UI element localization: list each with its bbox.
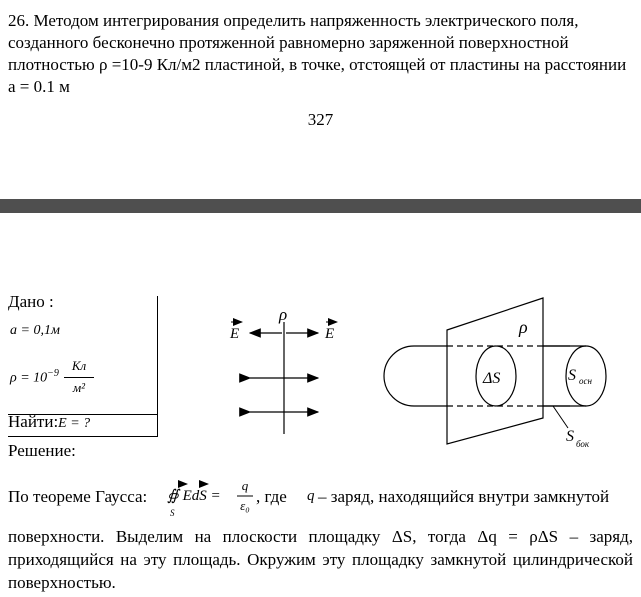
figure-dS-label: ΔS [483,370,501,387]
figure-S-main-sub: осн [579,376,592,386]
find-label: Найти: [8,412,59,431]
gauss-integral: ∯ EdS = [167,488,221,504]
figure-S-side-sub: бок [576,439,590,449]
given-rho-prefix: ρ = 10 [10,370,48,386]
given-rho-exp: −9 [47,368,59,379]
gauss-q: q [241,478,249,493]
field-E-right: E [325,326,335,342]
figure-S-side: S [566,428,574,445]
solution-label: Решение: [8,441,76,460]
cylinder-left-cap [384,346,414,406]
figure-S-main: S [568,367,576,384]
gauss-surface-sub: S [170,508,175,518]
given-rho-unit-num: Кл [71,358,87,373]
given-label: Дано : [8,292,54,311]
gauss-eps: ε₀ [240,498,250,513]
side-surface-leader [553,406,568,428]
given-a: a = 0,1м [10,323,60,338]
solution-paragraph: поверхности. Выделим на плоскости площадку ΔS, тогда Δq = ρΔS – заряд, приходящийся на эту площадь. Окружим эту площадку замкнутой цилиндрической поверхностью. [8,527,633,592]
gauss-q2: q [307,488,315,504]
page-number: 327 [307,110,334,129]
given-rho-unit-den: м² [72,380,86,395]
plate-rho-label: ρ [279,305,288,324]
find-expr: E = ? [58,416,91,431]
figure-rho-label: ρ [519,317,528,337]
gauss-lead: По теореме Гаусса: [8,487,148,506]
field-E-left: E [230,326,240,342]
gauss-after: – заряд, находящийся внутри замкнутой [318,487,610,506]
problem-statement: 26. Методом интегрирования определить напряженность электрического поля, созданного бесконечно протяженной равномерно заряженной поверхностной плотностью ρ =10-9 Кл/м2 пластиной, в точке, отстоящей от пластины на расстоянии a = 0.1 м [8,11,627,96]
gauss-where: , где [256,487,287,506]
